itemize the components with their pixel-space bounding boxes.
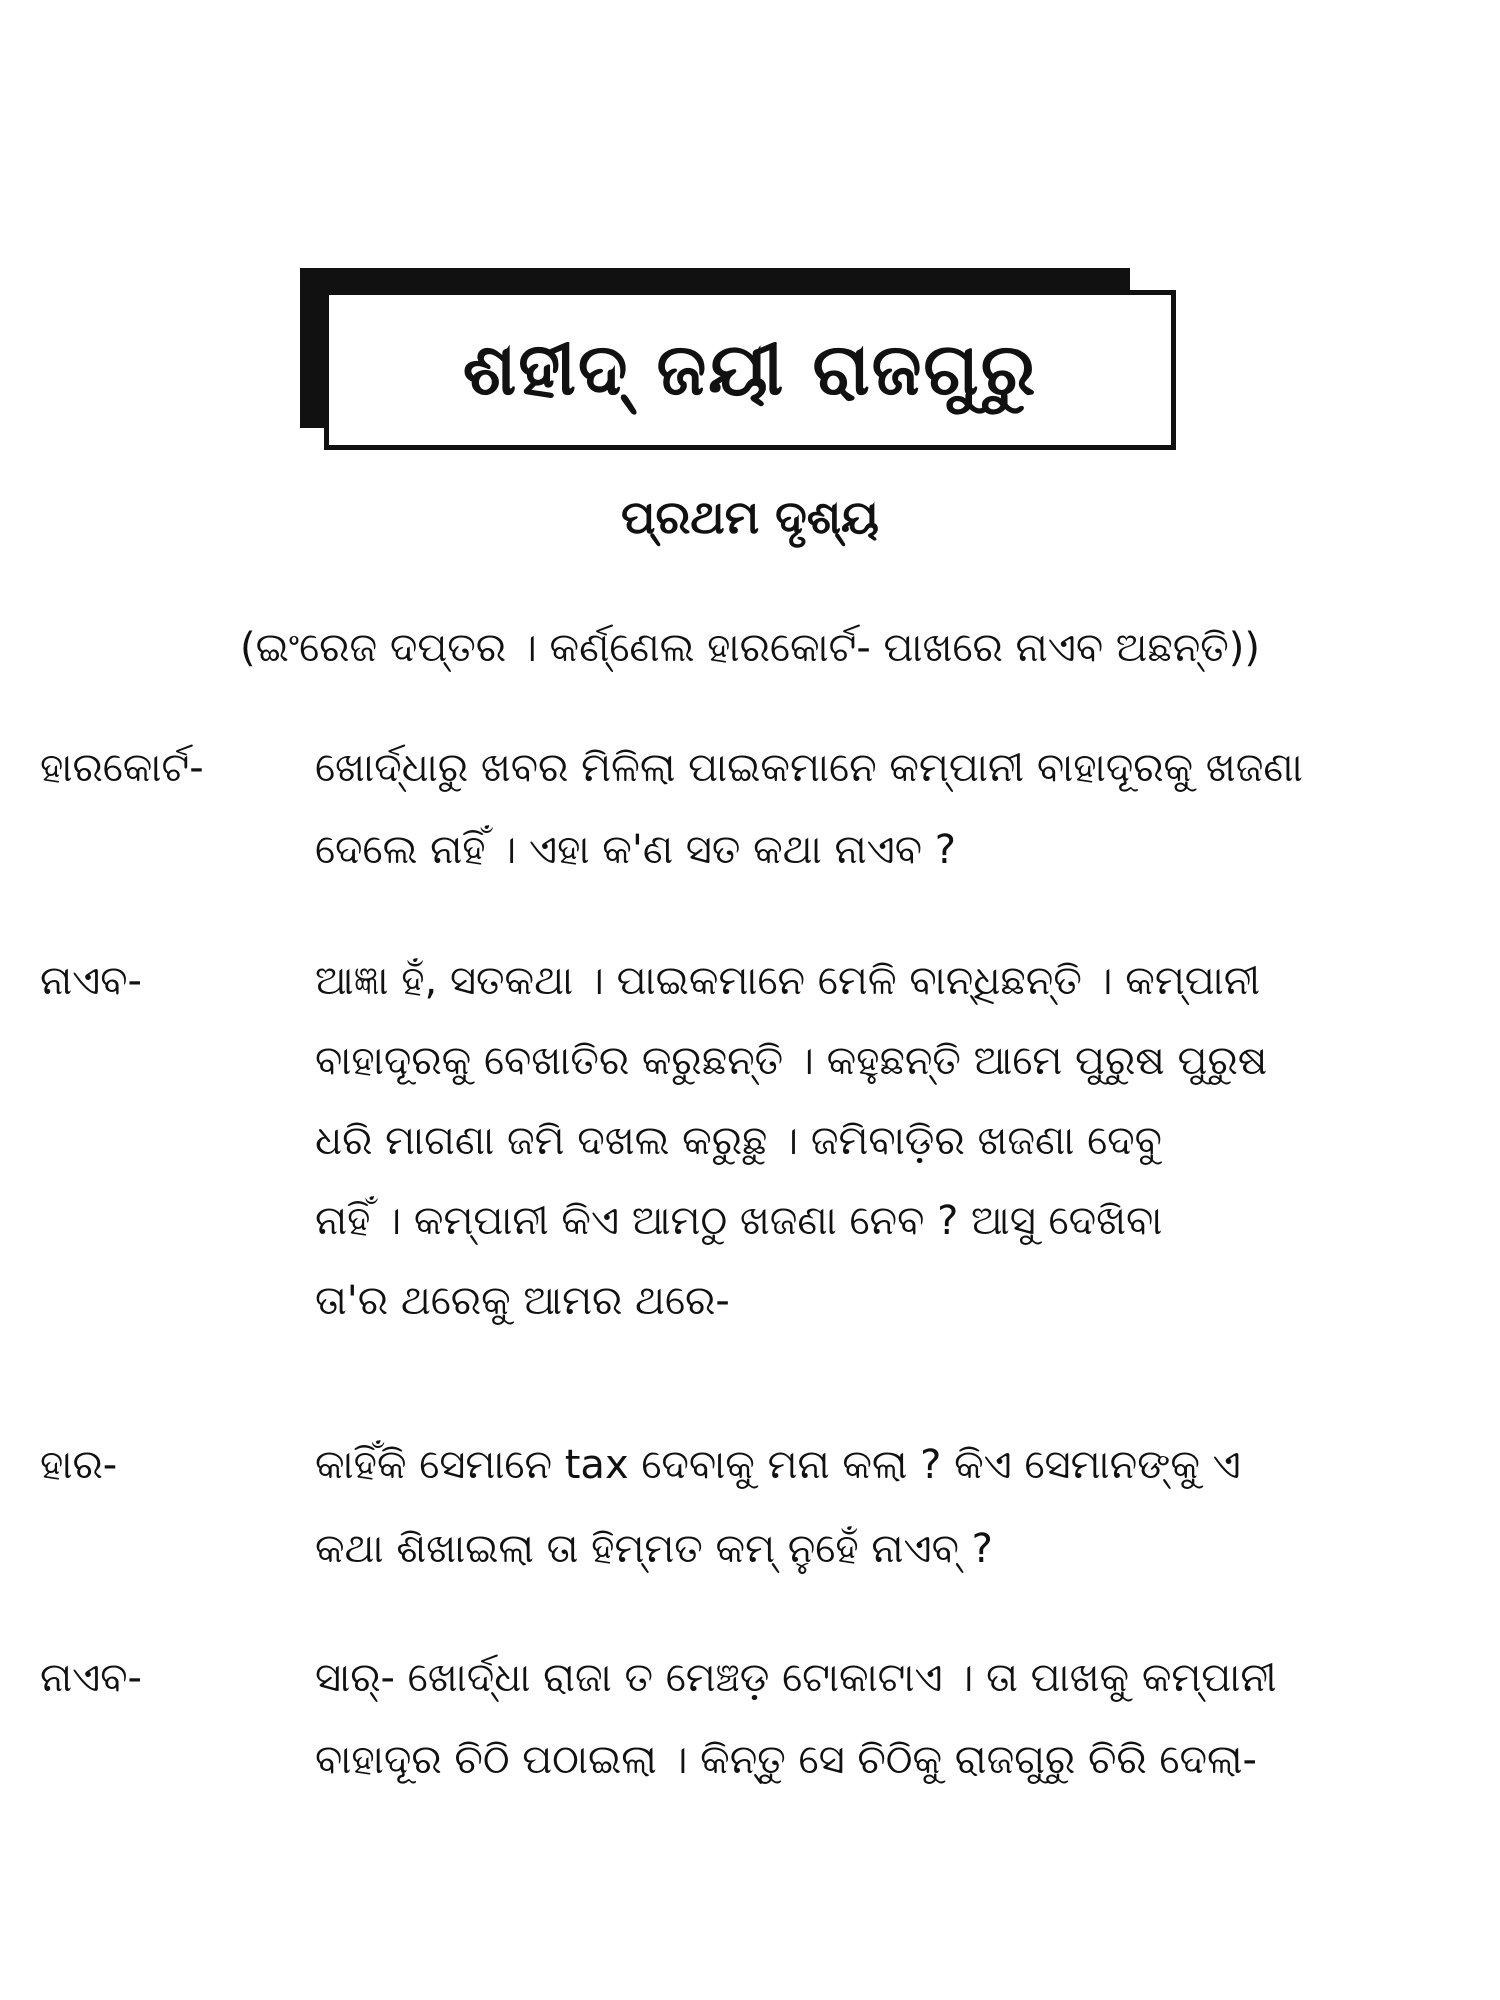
dialogue-line: ଧରି ମାଗଣା ଜମି ଦଖଲ କରୁଛୁ । ଜମିବାଡ଼ିର ଖଜଣା ଦେବୁ (315, 1118, 1162, 1164)
title-box (300, 268, 1180, 450)
dialogue-line: ଆଜ୍ଞା ହଁ, ସତକଥା । ପାଇକମାନେ ମେଳି ବାନ୍ଧିଛନ୍ତି । କମ୍ପାନୀ (315, 958, 1261, 1004)
dialogue-line: ସାର୍- ଖୋର୍ଦ୍ଧା ରାଜା ତ ମେଞ୍ଚଡ଼ ଟୋକାଟାଏ । ତା ପାଖକୁ କମ୍ପାନୀ (315, 1655, 1277, 1701)
dialogue-line: ଦେଲେ ନାହିଁ । ଏହା କ'ଣ ସତ କଥା ନାଏବ ? (315, 827, 956, 873)
speaker-name: ନାଏବ- (40, 958, 142, 1004)
page-title: ଶହୀଦ୍ ଜୟୀ ରାଜଗୁରୁ (462, 327, 1038, 411)
dialogue-line: ବାହାଦୂର ଚିଠି ପଠାଇଲା । କିନ୍ତୁ ସେ ଚିଠିକୁ ରାଜଗୁରୁ ଚିରି ଦେଲା- (315, 1737, 1257, 1783)
stage-direction: (ଇଂରେଜ ଦପ୍ତର । କର୍ଣ୍ଣେଲ ହାରକୋର୍ଟ- ପାଖରେ ନାଏବ ଅଛନ୍ତି)) (239, 625, 1261, 671)
speaker-name: ହାରକୋର୍ଟ- (40, 745, 204, 791)
dialogue-line: ଖୋର୍ଦ୍ଧାରୁ ଖବର ମିଳିଲା ପାଇକମାନେ କମ୍ପାନୀ ବାହାଦୂରକୁ ଖଜଣା (315, 745, 1303, 791)
dialogue-line: ନାହିଁ । କମ୍ପାନୀ କିଏ ଆମଠୁ ଖଜଣା ନେବ ? ଆସୁ ଦେଖିବା (315, 1198, 1163, 1244)
speaker-name: ହାର- (40, 1442, 118, 1488)
dialogue-line: ବାହାଦୂରକୁ ବେଖାତିର କରୁଛନ୍ତି । କହୁଛନ୍ତି ଆମେ ପୁରୁଷ ପୁରୁଷ (315, 1038, 1268, 1084)
speaker-name: ନାଏବ- (40, 1655, 142, 1701)
dialogue-line: କାହିଁକି ସେମାନେ tax ଦେବାକୁ ମନା କଲା ? କିଏ ସେମାନଙ୍କୁ ଏ (315, 1442, 1241, 1488)
dialogue-line: କଥା ଶିଖାଇଲା ତା ହିମ୍ମତ କମ୍ ନୁହେଁ ନାଏବ୍ ? (315, 1526, 993, 1572)
dialogue-line: ତା'ର ଥରେକୁ ଆମର ଥରେ- (315, 1278, 730, 1324)
scene-heading: ପ୍ରଥମ ଦୃଶ୍ୟ (621, 490, 879, 544)
title-frame (324, 290, 1176, 450)
